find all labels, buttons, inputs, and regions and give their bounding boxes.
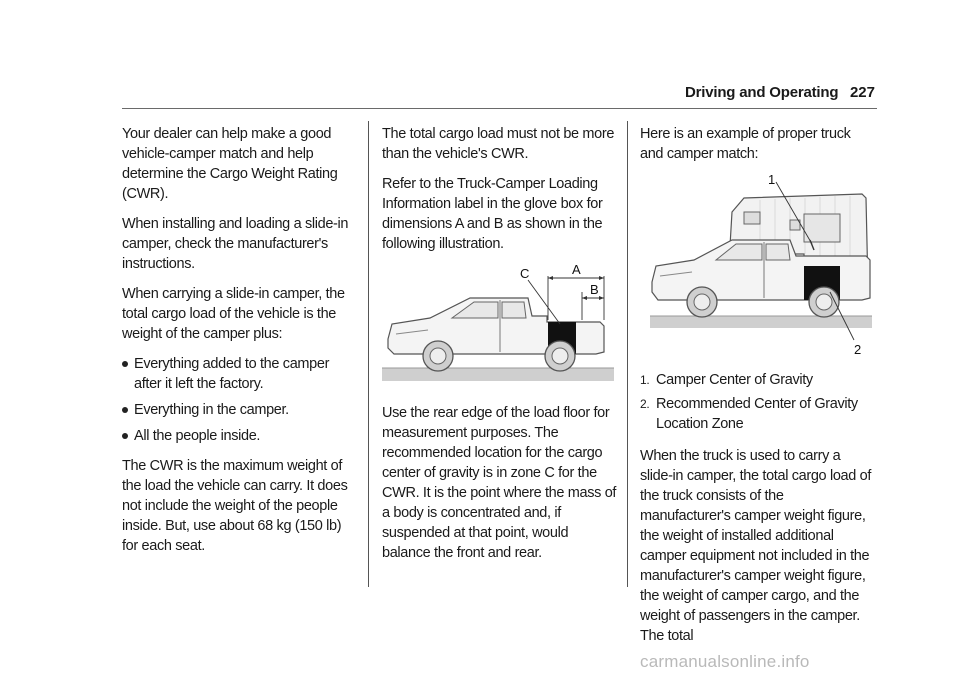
bullet-icon [122,407,128,413]
column-divider-1 [368,121,369,587]
paragraph: The total cargo load must not be more than the vehicle's CWR. [382,126,615,162]
header-rule [122,108,877,109]
paragraph: When installing and loading a slide-in camper, check the manufacturer's instructions. [122,216,349,272]
figure-label-1: 1 [768,174,775,187]
paragraph: When the truck is used to carry a slide-in camper, the total cargo load of the truck consists of the manufacturer's camper weight figure, the weight of installed additional camper equipment not included in the manufacturer's camper weight figure, the weight of camper cargo, and the weight of passengers in the camper. The total [640,448,872,644]
list-item: Everything in the camper. [122,400,358,420]
figure-label-a: A [572,264,581,277]
paragraph: Use the rear edge of the load floor for measurement purposes. The recommended location for the cargo center of gravity is in zone C for the CWR. It is the point where the mass of a body is concentrated and, if suspended at that point, would balance the front and rear. [382,405,617,561]
column-2 [382,124,618,573]
list-item: 1. Camper Center of Gravity [640,372,813,388]
bullet-list [122,354,358,446]
column-3 [640,124,876,656]
list-item: Everything added to the camper after it left the factory. [122,354,358,394]
bullet-icon [122,361,128,367]
paragraph: Your dealer can help make a good vehicle-camper match and help determine the Cargo Weight Rating (CWR). [122,126,338,202]
paragraph: Here is an example of proper truck and camper match: [640,126,851,162]
watermark: carmanualsonline.info [640,652,810,671]
list-item: All the people inside. [122,426,358,446]
paragraph: When carrying a slide-in camper, the total cargo load of the vehicle is the weight of the camper plus: [122,286,345,342]
column-divider-2 [627,121,628,587]
paragraph: Refer to the Truck-Camper Loading Information label in the glove box for dimensions A and B as shown in the following illustration. [382,176,603,252]
bullet-icon [122,433,128,439]
numbered-list [640,370,876,434]
figure-label-b: B [590,282,599,297]
running-header [685,84,875,101]
figure-label-c: C [520,266,530,281]
section-title: Driving and Operating [685,84,839,101]
truck-dimension-illustration [382,264,614,389]
column-1 [122,124,358,566]
list-item: 2. Recommended Center of Gravity Location Zone [640,396,858,432]
truck-camper-illustration [640,174,876,356]
page-number: 227 [849,84,875,101]
figure-label-2: 2 [854,342,861,356]
paragraph: The CWR is the maximum weight of the load the vehicle can carry. It does not include the weight of the people inside. But, use about 68 kg (150 lb) for each seat. [122,458,348,554]
